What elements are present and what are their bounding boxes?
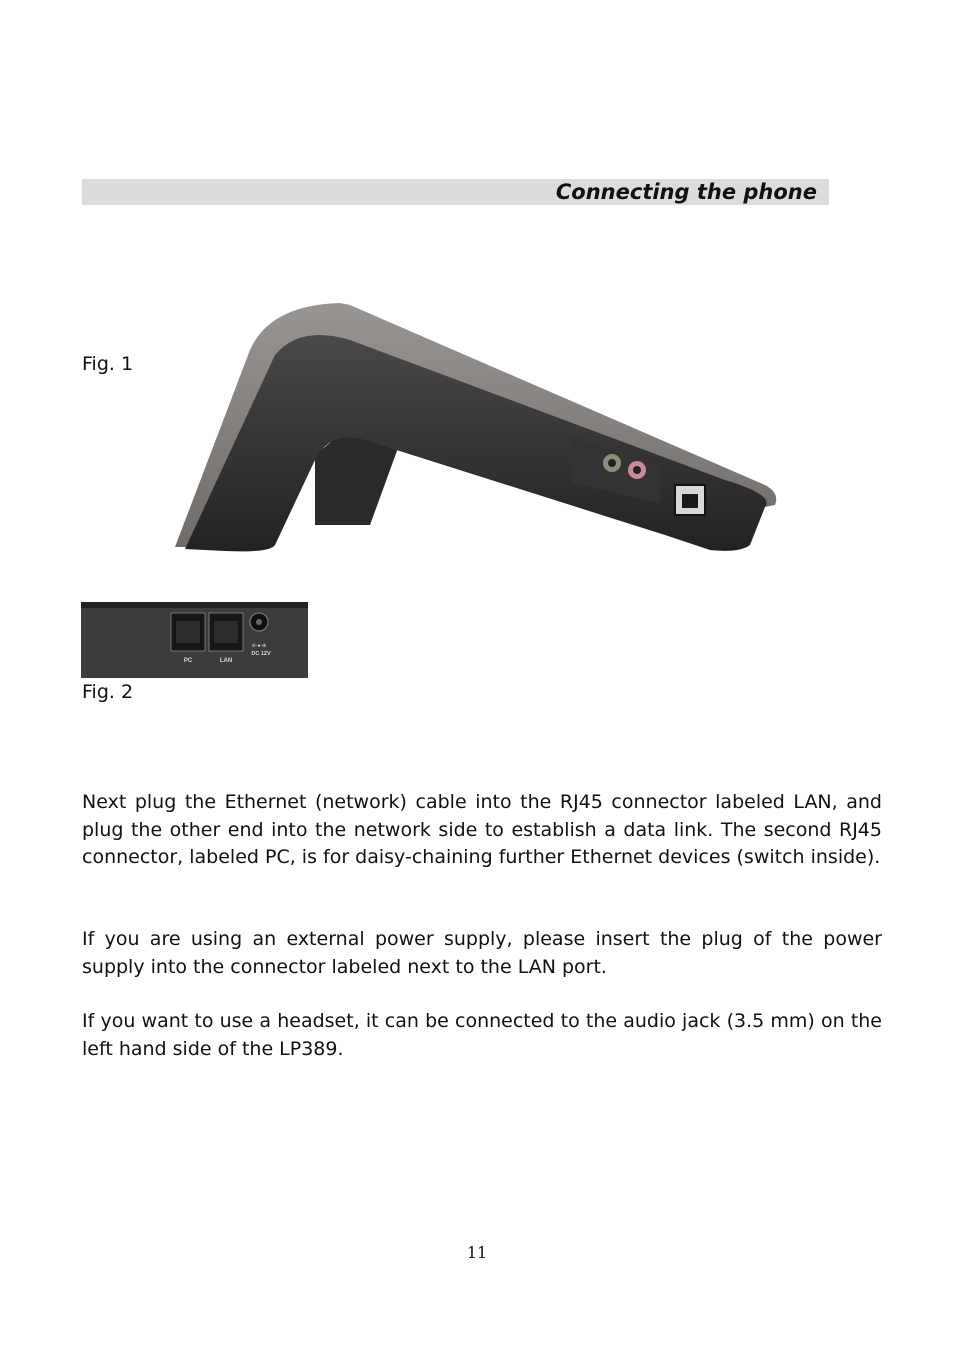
- lan-port-opening: [214, 621, 238, 643]
- audio-jack-hole: [633, 466, 641, 474]
- paragraph-ethernet: Next plug the Ethernet (network) cable into the RJ45 connector labeled LAN, and plug the other end into the network side to establish a data link. The second RJ45 connector, labeled PC, is for daisy-chaining further Ethernet devices (switch inside).: [82, 791, 882, 868]
- pc-port-label: PC: [183, 658, 193, 664]
- paragraph-power-supply: If you are using an external power supply, please insert the plug of the power supply into the connector labeled next to the LAN port.: [82, 928, 882, 978]
- page-number: 11: [466, 1243, 488, 1262]
- handset-port-opening: [682, 494, 698, 508]
- figure-1-label: Fig. 1: [82, 353, 134, 375]
- section-header-bar: [82, 179, 829, 205]
- phone-side-view-image: [165, 295, 785, 560]
- figure-2-label: Fig. 2: [82, 681, 134, 703]
- dc-polarity-label: ⊖-●-⊕: [251, 643, 267, 649]
- paragraph-headset: If you want to use a headset, it can be connected to the audio jack (3.5 mm) on the left hand side of the LP389.: [82, 1010, 882, 1060]
- port-panel-edge: [81, 602, 308, 608]
- dc-jack-pin: [256, 619, 262, 625]
- headset-jack-hole: [608, 459, 616, 467]
- rear-port-panel-image: [81, 602, 308, 678]
- dc-port-label: DC 12V: [251, 651, 271, 657]
- lan-port-label: LAN: [219, 658, 233, 664]
- pc-port-opening: [176, 621, 200, 643]
- section-title: Connecting the phone: [555, 180, 817, 204]
